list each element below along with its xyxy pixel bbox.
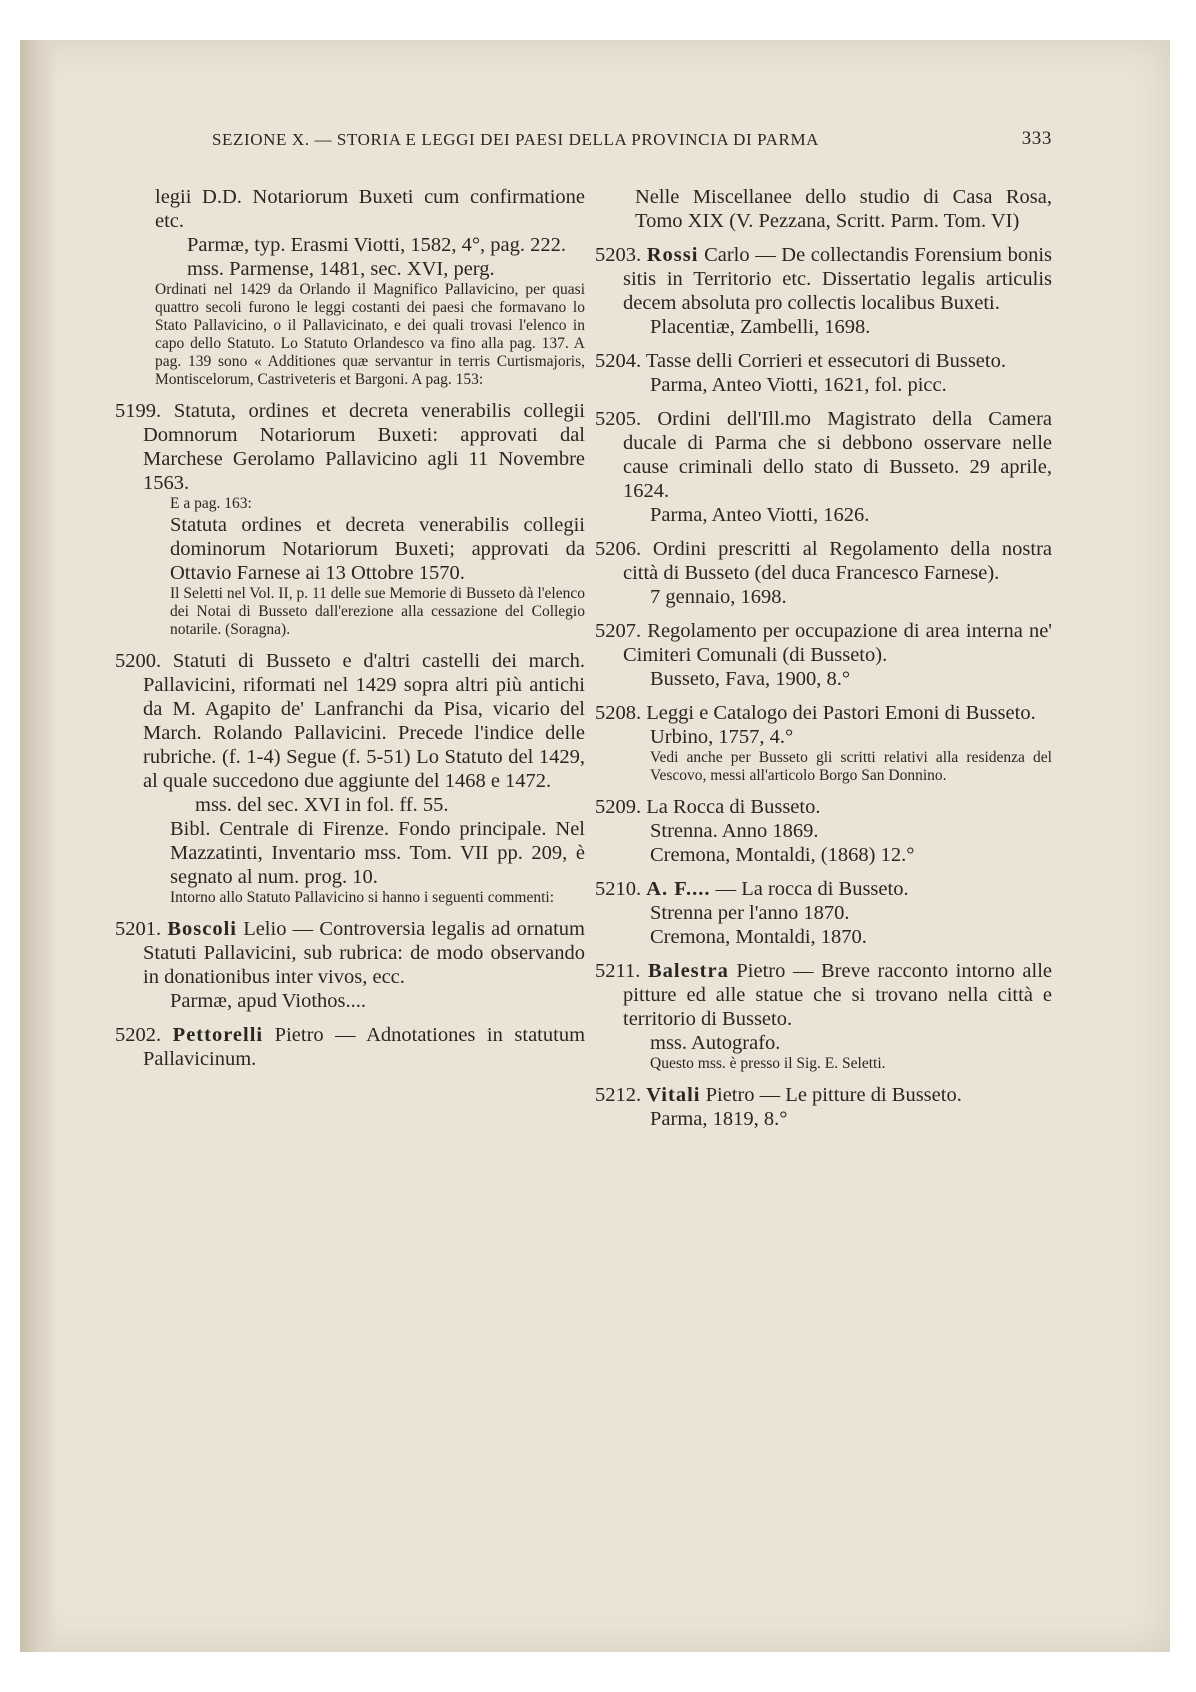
entry-imprint: Parmæ, apud Viothos.... (170, 990, 366, 1012)
page-gutter (20, 40, 58, 1652)
entry-imprint: Parma, Anteo Viotti, 1626. (650, 504, 870, 526)
running-head (212, 130, 1052, 156)
entry-number: 5210. (595, 878, 642, 900)
entry-number: 5199. (115, 400, 162, 422)
continuation-text: Nelle Miscellanee dello studio di Casa Rosa, Tomo XIX (V. Pezzana, Scritt. Parm. Tom. VI) (635, 186, 1052, 232)
entry-5212 (595, 1083, 1052, 1131)
entry-author: A. F.... (646, 878, 711, 900)
entry-imprint: Parma, Anteo Viotti, 1621, fol. picc. (650, 374, 947, 396)
entry-sub-text: Statuta ordines et decreta venerabilis collegii dominorum Notariorum Buxeti; approvati da Ottavio Farnese ai 13 Ottobre 1570. (170, 514, 585, 584)
entry-bibl: Bibl. Centrale di Firenze. Fondo principale. Nel Mazzatinti, Inventario mss. Tom. VII pp. 209, è segnato al num. prog. 10. (170, 818, 585, 888)
entry-5199 (115, 399, 585, 639)
entry-number: 5207. (595, 620, 642, 642)
entry-author: Balestra (647, 960, 729, 982)
entry-sub-note: E a pag. 163: (170, 495, 252, 512)
entry-text: Pietro — Breve racconto intorno alle pitture ed alle statue che si trovano nella città e territorio di Busseto. (623, 960, 1053, 1030)
continuation-title: legii D.D. Notariorum Buxeti cum confirmatione etc. (155, 186, 585, 232)
entry-author: Pettorelli (172, 1024, 264, 1046)
entry-author: Boscoli (167, 918, 237, 940)
entry-text: — La rocca di Busseto. (715, 878, 909, 900)
entry-text: Ordini prescritti al Regolamento della nostra città di Busseto (del duca Francesco Farnese). (623, 538, 1052, 584)
entry-line2: Strenna. Anno 1869. (650, 820, 819, 842)
entry-5208 (595, 701, 1052, 785)
entry-imprint: Placentiæ, Zambelli, 1698. (650, 316, 871, 338)
entry-text: Tasse delli Corrieri et essecutori di Busseto. (645, 350, 1006, 372)
entry-number: 5209. (595, 796, 642, 818)
entry-5207 (595, 619, 1052, 691)
entry-5204 (595, 349, 1052, 397)
entry-5200 (115, 649, 585, 907)
entry-imprint: Cremona, Montaldi, (1868) 12.° (650, 844, 915, 866)
entry-note: Il Seletti nel Vol. II, p. 11 delle sue Memorie di Busseto dà l'elenco dei Notai di Busseto dall'erezione alla cessazione del Collegio notarile. (Soragna). (170, 585, 585, 638)
entry-text: Pietro — Adnotationes in statutum Pallavicinum. (143, 1024, 586, 1070)
entry-5206 (595, 537, 1052, 609)
left-column (115, 185, 585, 1081)
entry-line2: Strenna per l'anno 1870. (650, 902, 850, 924)
entry-imprint: Urbino, 1757, 4.° (650, 726, 794, 748)
entry-note: Vedi anche per Busseto gli scritti relativi alla residenza del Vescovo, messi all'articolo Borgo San Donnino. (650, 749, 1052, 784)
entry-number: 5202. (115, 1024, 162, 1046)
continuation-entry (115, 185, 585, 389)
entry-5202 (115, 1023, 585, 1071)
entry-number: 5211. (595, 960, 641, 982)
entry-text: Statuta, ordines et decreta venerabilis collegii Domnorum Notariorum Buxeti: approvati dal Marchese Gerolamo Pallavicino agli 11 Novembre 1563. (143, 400, 586, 494)
entry-5211 (595, 959, 1052, 1073)
right-column (595, 185, 1052, 1141)
entry-text: Ordini dell'Ill.mo Magistrato della Camera ducale di Parma che si debbono osservare nelle cause criminali dello stato di Busseto. 29 aprile, 1624. (623, 408, 1052, 502)
entry-text: Leggi e Catalogo dei Pastori Emoni di Busseto. (646, 702, 1036, 724)
entry-text: Pietro — Le pitture di Busseto. (705, 1084, 962, 1106)
entry-number: 5201. (115, 918, 162, 940)
entry-author: Rossi (646, 244, 699, 266)
continuation-imprint: Parmæ, typ. Erasmi Viotti, 1582, 4°, pag. 222. (187, 234, 566, 256)
entry-5209 (595, 795, 1052, 867)
entry-number: 5212. (595, 1084, 642, 1106)
entry-5203 (595, 243, 1052, 339)
entry-text: Carlo — De collectandis Forensium bonis sitis in Territorio etc. Dissertatio legalis articulis decem absoluta pro collectis localibus Buxeti. (623, 244, 1053, 314)
entry-5201 (115, 917, 585, 1013)
entry-number: 5208. (595, 702, 642, 724)
entry-number: 5203. (595, 244, 642, 266)
continuation-entry (595, 185, 1052, 233)
entry-note: Intorno allo Statuto Pallavicino si hanno i seguenti commenti: (170, 889, 554, 906)
entry-mss: mss. del sec. XVI in fol. ff. 55. (195, 794, 449, 816)
entry-number: 5204. (595, 350, 642, 372)
continuation-note: Ordinati nel 1429 da Orlando il Magnifico Pallavicino, per quasi quattro secoli furono le leggi costanti dei paesi che formavano lo Stato Pallavicino, o il Pallavicinato, e dei quali trovasi l'elenco in capo dello Statuto. Lo Statuto Orlandesco va fino alla pag. 137. A pag. 139 sono « Additiones quæ servantur in terris Curtismajoris, Montiscelorum, Castriveteris et Bargoni. A pag. 153: (155, 281, 585, 388)
entry-imprint: Cremona, Montaldi, 1870. (650, 926, 867, 948)
entry-number: 5200. (115, 650, 162, 672)
entry-imprint: 7 gennaio, 1698. (650, 586, 787, 608)
entry-number: 5205. (595, 408, 642, 430)
entry-note: Questo mss. è presso il Sig. E. Seletti. (650, 1055, 886, 1072)
entry-text: La Rocca di Busseto. (646, 796, 821, 818)
entry-5210 (595, 877, 1052, 949)
entry-text: Statuti di Busseto e d'altri castelli dei march. Pallavicini, riformati nel 1429 sopra altri più antichi da M. Agapito de' Lanfranchi da Pisa, vicario del March. Rolando Pallavicini. Precede l'indice delle rubriche. (f. 1-4) Segue (f. 5-51) Lo Statuto del 1429, al quale succedono due aggiunte del 1468 e 1472. (143, 650, 585, 792)
entry-text: Regolamento per occupazione di area interna ne' Cimiteri Comunali (di Busseto). (623, 620, 1053, 666)
entry-text: Lelio — Controversia legalis ad ornatum Statuti Pallavicini, sub rubrica: de modo observando in donationibus inter vivos, ecc. (143, 918, 586, 988)
page-number: 333 (1021, 128, 1052, 149)
running-title: SEZIONE X. — STORIA E LEGGI DEI PAESI DELLA PROVINCIA DI PARMA (212, 130, 820, 149)
book-page (20, 40, 1170, 1652)
entry-5205 (595, 407, 1052, 527)
continuation-mss: mss. Parmense, 1481, sec. XVI, perg. (187, 258, 495, 280)
entry-author: Vitali (646, 1084, 701, 1106)
entry-imprint: Parma, 1819, 8.° (650, 1108, 788, 1130)
entry-number: 5206. (595, 538, 642, 560)
entry-imprint: Busseto, Fava, 1900, 8.° (650, 668, 851, 690)
entry-mss: mss. Autografo. (650, 1032, 781, 1054)
